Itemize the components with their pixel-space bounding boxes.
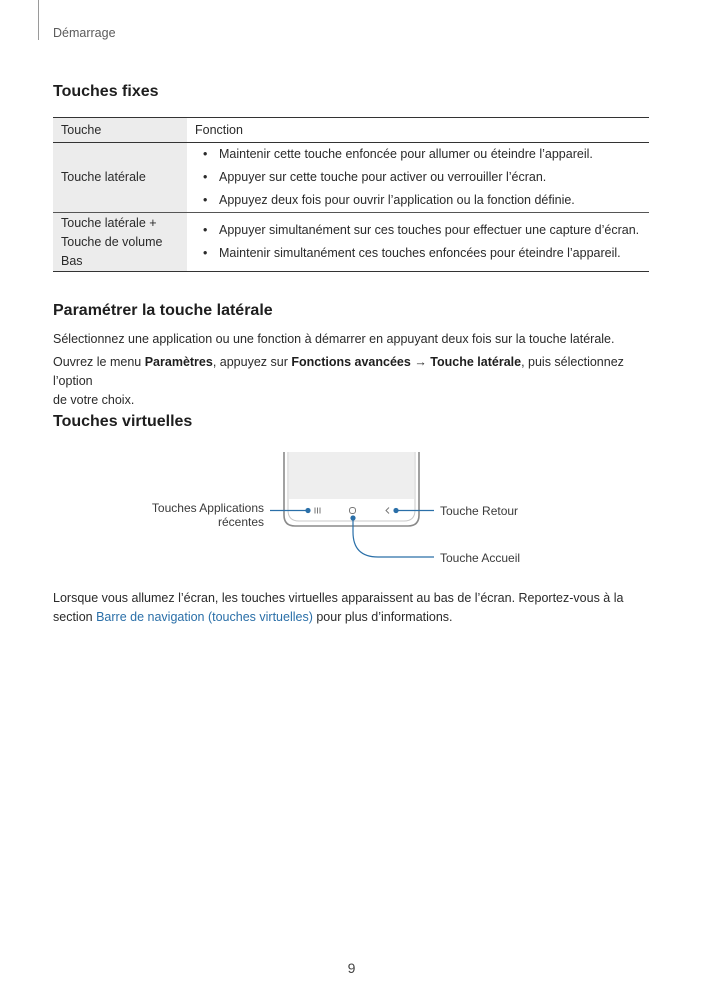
callout-dot-back [393, 508, 398, 513]
section-title-parametrer: Paramétrer la touche latérale [53, 302, 273, 319]
phone-screen-content [289, 452, 414, 499]
callout-dot-recent [305, 508, 310, 513]
menu-parametres: Paramètres [144, 355, 213, 369]
list-item: • Maintenir cette touche enfoncée pour allumer ou éteindre l’appareil. [203, 143, 641, 166]
breadcrumb: Démarrage [53, 26, 116, 40]
list-item: • Appuyer simultanément sur ces touches pour effectuer une capture d’écran. [203, 219, 641, 242]
back-icon [386, 508, 389, 514]
list-item: • Appuyer sur cette touche pour activer ou verrouiller l’écran. [203, 166, 641, 189]
list-item: • Maintenir simultanément ces touches enfoncées pour éteindre l’appareil. [203, 242, 641, 265]
table-header-touche: Touche [53, 118, 187, 143]
home-icon [350, 508, 356, 514]
recent-apps-icon [315, 508, 320, 514]
label-back-key: Touche Retour [440, 504, 519, 518]
section-title-touches-virtuelles: Touches virtuelles [53, 413, 193, 430]
paragraph-select-app: Sélectionnez une application ou une fonction à démarrer en appuyant deux fois sur la touche latérale. [53, 332, 615, 346]
paragraph-virtual-keys: Lorsque vous allumez l’écran, les touches virtuelles apparaissent au bas de l’écran. Reportez-vous à la section Barre de navigation (touches virtuelles) pour plus d’informations. [53, 591, 624, 624]
callout-home [353, 518, 434, 557]
menu-fonctions-avancees: Fonctions avancées [291, 355, 411, 369]
key-line: Touche de volume [61, 234, 163, 249]
section-title-touches-fixes: Touches fixes [53, 83, 159, 100]
key-line: Bas [61, 253, 83, 268]
table-cell-key: Touche latérale [53, 143, 187, 213]
menu-touche-laterale: Touche latérale [430, 355, 522, 369]
list-item: • Appuyez deux fois pour ouvrir l’application ou la fonction définie. [203, 189, 641, 212]
label-home-key: Touche Accueil [440, 551, 521, 565]
label-recent-apps: Touches Applications récentes [151, 501, 264, 529]
link-navigation-bar[interactable]: Barre de navigation (touches virtuelles) [96, 610, 313, 624]
key-line: Touche latérale + [61, 215, 157, 230]
table-header-fonction: Fonction [187, 118, 649, 143]
paragraph-settings-path: Ouvrez le menu Paramètres, appuyez sur Fonctions avancées → Touche latérale, puis sélectionnez l’option de votre choix. [53, 355, 624, 407]
page-number: 9 [347, 960, 356, 976]
callout-dot-home [350, 515, 355, 520]
